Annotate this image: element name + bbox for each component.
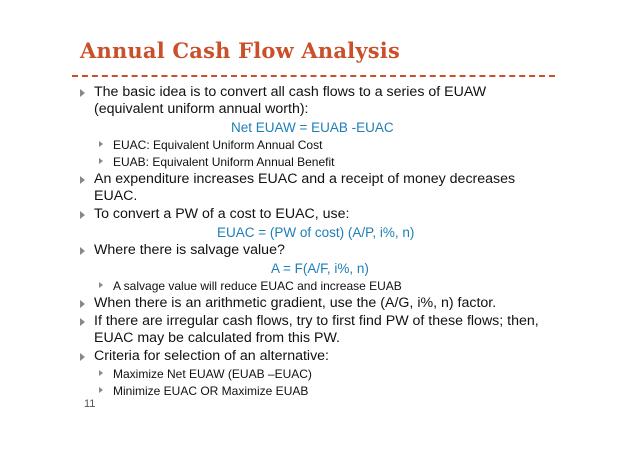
sub-bullet-text: A salvage value will reduce EUAC and increase EUAB (113, 279, 402, 293)
title-divider (72, 75, 555, 77)
triangle-bullet-icon (99, 370, 103, 376)
formula-salvage: A = F(A/F, i%, n) (271, 261, 369, 276)
triangle-bullet-icon (80, 353, 85, 361)
triangle-bullet-icon (99, 387, 103, 393)
bullet-salvage (75, 242, 555, 259)
bullet-text: When there is an arithmetic gradient, use the (A/G, i%, n) factor. (94, 295, 497, 311)
sub-bullet-euab-def (75, 154, 555, 170)
sub-bullet-minimize (75, 383, 555, 399)
formula-net-euaw: Net EUAW = EUAB -EUAC (231, 120, 394, 135)
bullet-convert-pw (75, 206, 555, 223)
triangle-bullet-icon (80, 247, 85, 255)
triangle-bullet-icon (80, 211, 85, 219)
triangle-bullet-icon (99, 158, 103, 164)
triangle-bullet-icon (80, 89, 85, 97)
page-number: 11 (84, 398, 96, 410)
bullet-euaw-idea (75, 84, 555, 118)
bullet-text: Where there is salvage value? (94, 242, 285, 258)
triangle-bullet-icon (80, 318, 85, 326)
sub-bullet-text: EUAC: Equivalent Uniform Annual Cost (113, 138, 323, 152)
slide-body (75, 84, 555, 400)
bullet-text: Criteria for selection of an alternative: (94, 348, 329, 364)
slide-title: Annual Cash Flow Analysis (80, 38, 400, 63)
triangle-bullet-icon (99, 282, 103, 288)
formula-euac-from-pw: EUAC = (PW of cost) (A/P, i%, n) (217, 225, 415, 240)
bullet-text: An expenditure increases EUAC and a receipt of money decreases EUAC. (94, 171, 516, 204)
sub-bullet-euac-def (75, 137, 555, 153)
sub-bullet-text: EUAB: Equivalent Uniform Annual Benefit (113, 155, 335, 169)
triangle-bullet-icon (80, 300, 85, 308)
sub-bullet-maximize (75, 366, 555, 382)
sub-bullet-salvage-effect (75, 278, 555, 294)
bullet-text: If there are irregular cash flows, try to first find PW of these flows; then, EUAC may be calculated from this PW. (94, 313, 539, 346)
bullet-expenditure (75, 171, 555, 205)
bullet-irregular (75, 313, 555, 347)
bullet-text: The basic idea is to convert all cash flows to a series of EUAW (equivalent uniform annual worth): (94, 84, 487, 117)
triangle-bullet-icon (80, 176, 85, 184)
sub-bullet-text: Maximize Net EUAW (EUAB –EUAC) (113, 367, 312, 381)
bullet-criteria (75, 348, 555, 365)
bullet-gradient (75, 295, 555, 312)
triangle-bullet-icon (99, 141, 103, 147)
bullet-text: To convert a PW of a cost to EUAC, use: (94, 206, 350, 222)
sub-bullet-text: Minimize EUAC OR Maximize EUAB (113, 384, 309, 398)
